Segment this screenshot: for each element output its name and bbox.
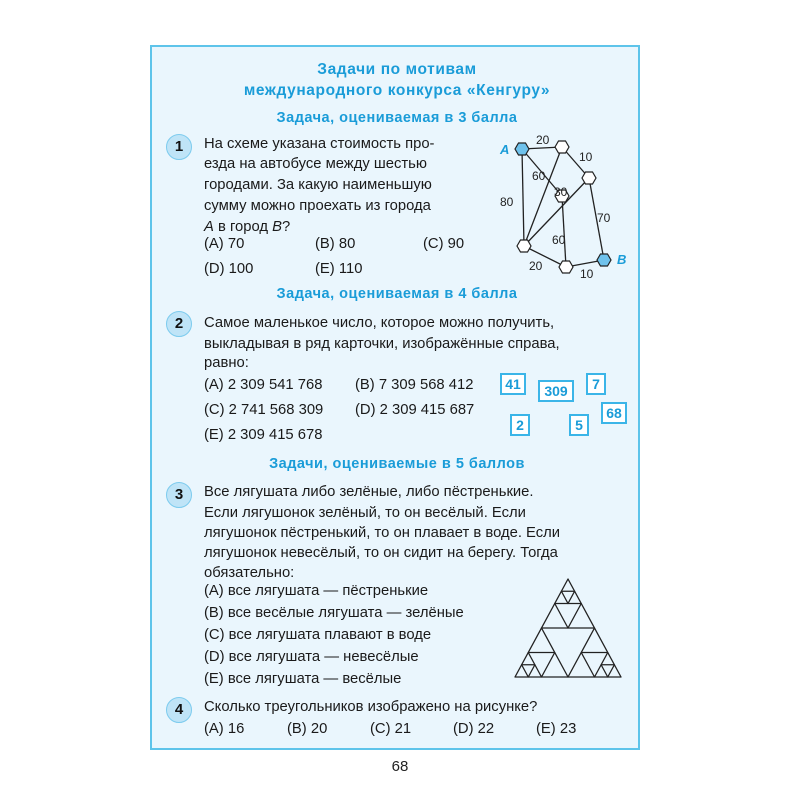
- problem-3-line: Все лягушата либо зелёные, либо пёстренькие.: [204, 484, 534, 500]
- problem-2-option-e: (E) 2 309 415 678: [204, 427, 323, 443]
- triangles-figure: [510, 572, 630, 684]
- edge-label: 10: [580, 267, 594, 281]
- edge-label: 30: [554, 185, 568, 199]
- problem-3-option-c: (C) все лягушата плавают в воде: [204, 627, 432, 643]
- page-title-line1: Задачи по мотивам: [317, 61, 477, 78]
- problem-4-option-c: (C) 21: [370, 721, 412, 737]
- section-title-5-points: Задачи, оцениваемые в 5 баллов: [269, 456, 525, 472]
- problem-number-1: 1: [166, 134, 192, 160]
- problem-2-option-b: (B) 7 309 568 412: [355, 377, 474, 393]
- edge-label: 20: [536, 133, 550, 147]
- bus-route-graph: [492, 132, 637, 282]
- number-card-68: 68: [601, 402, 627, 424]
- edge-label: 60: [552, 233, 566, 247]
- problem-1-option-c: (C) 90: [423, 236, 465, 252]
- problem-2-line: выкладывая в ряд карточки, изображённые справа,: [204, 336, 560, 352]
- problem-2-line: Самое маленькое число, которое можно получить,: [204, 315, 555, 331]
- problem-3-option-b: (B) все весёлые лягушата — зелёные: [204, 605, 464, 621]
- edge-label: 80: [500, 195, 514, 209]
- problem-4-option-d: (D) 22: [453, 721, 495, 737]
- problem-3-line: Если лягушонок зелёный, то он весёлый. Если: [204, 505, 526, 521]
- problem-1-line: сумму можно проехать из города: [204, 198, 431, 214]
- problem-2-option-d: (D) 2 309 415 687: [355, 402, 475, 418]
- problem-3-line: лягушонок невесёлый, то он сидит на берегу. Тогда: [204, 545, 558, 561]
- problem-1-line: езда на автобусе между шестью: [204, 156, 427, 172]
- problem-4-option-b: (B) 20: [287, 721, 328, 737]
- problem-1-line: На схеме указана стоимость про-: [204, 136, 435, 152]
- problem-3-line: обязательно:: [204, 565, 295, 581]
- city-a-label: A: [500, 142, 510, 157]
- problem-4-option-e: (E) 23: [536, 721, 577, 737]
- problem-1-line: A в город B?: [204, 219, 291, 235]
- problem-3-option-e: (E) все лягушата — весёлые: [204, 671, 402, 687]
- number-card-2: 2: [510, 414, 530, 436]
- city-b-node: [597, 254, 611, 266]
- problem-1-option-e: (E) 110: [315, 261, 363, 277]
- problem-3-option-a: (A) все лягушата — пёстренькие: [204, 583, 429, 599]
- city-a-node: [515, 143, 529, 155]
- edge-label: 70: [597, 211, 611, 225]
- edge-label: 20: [529, 259, 543, 273]
- number-card-5: 5: [569, 414, 589, 436]
- number-card-41: 41: [500, 373, 526, 395]
- page-number: 68: [391, 758, 409, 775]
- problem-1-option-a: (A) 70: [204, 236, 245, 252]
- problem-3-line: лягушонок пёстренький, то он плавает в воде. Если: [204, 525, 561, 541]
- problem-number-2: 2: [166, 311, 192, 337]
- problem-4-option-a: (A) 16: [204, 721, 245, 737]
- page-title-line2: международного конкурса «Кенгуру»: [243, 82, 551, 99]
- problem-2-line: равно:: [204, 355, 249, 371]
- problem-1-option-b: (B) 80: [315, 236, 356, 252]
- problems-panel: [150, 45, 640, 750]
- number-card-7: 7: [586, 373, 606, 395]
- problem-number-4: 4: [166, 697, 192, 723]
- section-title-4-points: Задача, оцениваемая в 4 балла: [276, 286, 518, 302]
- city-b-label: B: [617, 252, 627, 267]
- problem-3-option-d: (D) все лягушата — невесёлые: [204, 649, 419, 665]
- problem-4-line: Сколько треугольников изображено на рисунке?: [204, 699, 538, 715]
- section-title-3-points: Задача, оцениваемая в 3 балла: [276, 110, 518, 126]
- problem-2-option-a: (A) 2 309 541 768: [204, 377, 323, 393]
- edge-label: 10: [579, 150, 593, 164]
- problem-1-line: городами. За какую наименьшую: [204, 177, 432, 193]
- problem-1-option-d: (D) 100: [204, 261, 254, 277]
- number-card-309: 309: [538, 380, 574, 402]
- problem-2-option-c: (C) 2 741 568 309: [204, 402, 324, 418]
- edge-label: 60: [532, 169, 546, 183]
- problem-number-3: 3: [166, 482, 192, 508]
